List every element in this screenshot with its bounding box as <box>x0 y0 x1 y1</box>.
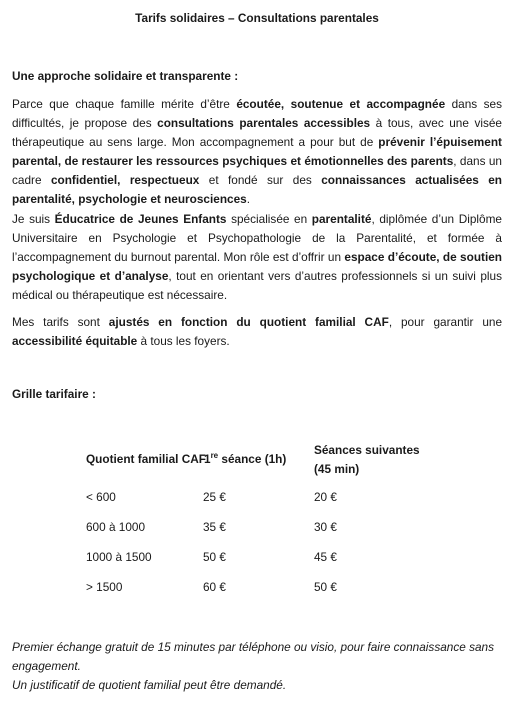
text-run: spécialisée en <box>226 212 312 226</box>
text-run: Parce que chaque famille mérite d’être <box>12 97 237 111</box>
cell-quotient: < 600 <box>86 490 116 504</box>
footer-note-free-exchange: Premier échange gratuit de 15 minutes par téléphone ou visio, pour faire connaissance sans engagement. <box>12 640 494 673</box>
text-run: . <box>246 192 250 206</box>
text-run: , dans un cadre <box>12 154 502 187</box>
footer-note-justification: Un justificatif de quotient familial peut être demandé. <box>12 678 287 692</box>
text-run: , diplômée d’un Diplôme Universitaire en Psychologie et Psychopathologie de la Parentalité, et formée à l’accompagnement du burnout parental. Mon rôle est d’offrir un <box>12 212 502 264</box>
bold-run: prévenir l’épuisement parental, de restaurer les ressources psychiques et émotionnelles des parents <box>12 135 502 168</box>
cell-next-price: 45 € <box>314 550 337 564</box>
header-superscript: re <box>210 451 219 461</box>
text-run: dans ses difficultés, je propose des <box>12 97 502 130</box>
bold-run: ajustés en fonction du quotient familial CAF <box>108 315 389 329</box>
bold-run: connaissances actualisées en parentalité, psychologie et neurosciences <box>12 173 503 206</box>
bold-run: écoutée, soutenue et accompagnée <box>236 97 446 111</box>
paragraph-pricing <box>12 313 502 351</box>
bold-run: accessibilité équitable <box>12 334 138 348</box>
table-header-quotient: Quotient familial CAF <box>86 452 206 466</box>
header-text: 1 <box>204 452 211 466</box>
cell-first-price: 35 € <box>203 520 226 534</box>
text-run: , tout en orientant vers d’autres professionnels si un suivi plus médical ou thérapeutique est nécessaire. <box>12 269 502 302</box>
header-line: (45 min) <box>314 462 360 476</box>
bold-run: consultations parentales accessibles <box>157 116 371 130</box>
section-heading-grid: Grille tarifaire : <box>12 387 96 401</box>
header-line: Séances suivantes <box>314 443 420 457</box>
cell-quotient: > 1500 <box>86 580 123 594</box>
cell-quotient: 600 à 1000 <box>86 520 146 534</box>
paragraph-approach <box>12 95 502 209</box>
bold-run: espace d’écoute, de soutien psychologique et d’analyse <box>12 250 502 283</box>
cell-first-price: 60 € <box>203 580 226 594</box>
document-title: Tarifs solidaires – Consultations parentales <box>135 11 379 25</box>
text-run: , pour garantir une <box>388 315 503 329</box>
paragraph-profile <box>12 210 502 305</box>
header-text: séance (1h) <box>218 452 287 466</box>
bold-run: Éducatrice de Jeunes Enfants <box>54 212 227 226</box>
bold-run: confidentiel, respectueux <box>50 173 200 187</box>
table-header-next-sessions <box>314 441 420 479</box>
text-run: Mes tarifs sont <box>12 315 109 329</box>
section-heading-approach: Une approche solidaire et transparente : <box>12 69 239 83</box>
cell-next-price: 30 € <box>314 520 337 534</box>
bold-run: parentalité <box>311 212 372 226</box>
cell-next-price: 50 € <box>314 580 337 594</box>
cell-quotient: 1000 à 1500 <box>86 550 152 564</box>
cell-first-price: 50 € <box>203 550 226 564</box>
cell-first-price: 25 € <box>203 490 226 504</box>
text-run: et fondé sur des <box>199 173 322 187</box>
text-run: à tous les foyers. <box>137 334 230 348</box>
text-run: Je suis <box>12 212 55 226</box>
text-run: à tous, avec une visée thérapeutique au sens large. Mon accompagnement a pour but de <box>12 116 502 149</box>
cell-next-price: 20 € <box>314 490 337 504</box>
table-header-first-session <box>204 450 286 469</box>
